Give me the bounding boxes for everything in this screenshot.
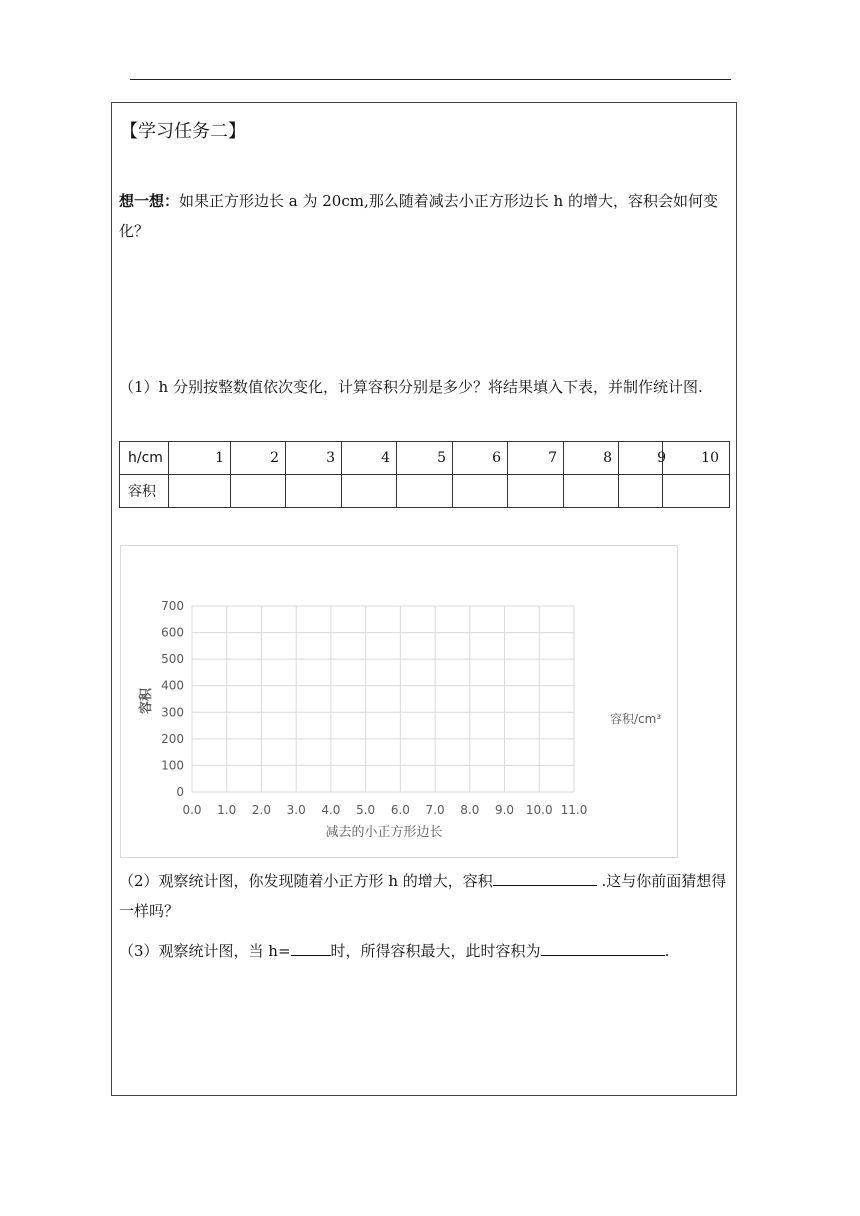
volume-input-cell[interactable] [169,475,231,508]
x-tick-label: 6.0 [390,803,410,817]
x-tick-label: 0.0 [182,803,202,817]
chart-legend: 容积/cm³ [610,712,662,726]
q2-answer-blank[interactable] [493,867,597,886]
think-paragraph [119,186,731,246]
x-tick-label: 4.0 [321,803,341,817]
q2-text-1: （2）观察统计图，你发现随着小正方形 h 的增大，容积 [119,872,493,890]
h-cell: 6 [453,442,508,475]
table-row [120,442,730,475]
h-cell: 10 [663,442,730,475]
volume-input-cell[interactable] [508,475,564,508]
table-row [120,475,730,508]
q3-volume-blank[interactable] [541,937,665,956]
volume-input-cell[interactable] [663,475,730,508]
row-label-h: h/cm [120,442,169,475]
x-tick-labels [182,803,587,817]
y-tick-label: 400 [161,678,184,693]
y-tick-labels [161,599,184,799]
y-tick-label: 200 [161,731,184,746]
q3-text-1: （3）观察统计图，当 h= [119,942,291,960]
q3-h-blank[interactable] [291,937,331,956]
think-label: 想一想： [119,192,180,210]
chart-grid [192,606,574,792]
x-tick-label: 8.0 [460,803,480,817]
question-1: （1）h 分别按整数值依次变化，计算容积分别是多少？将结果填入下表，并制作统计图. [119,378,703,396]
h-cell: 7 [508,442,564,475]
volume-input-cell[interactable] [286,475,342,508]
volume-input-cell[interactable] [619,475,663,508]
h-cell [619,442,666,475]
question-3 [119,936,731,966]
x-tick-label: 5.0 [356,803,376,817]
volume-table [119,441,730,508]
h-cell: 3 [286,442,342,475]
row-label-volume: 容积 [120,475,169,508]
chart-container [120,545,678,858]
x-tick-label: 10.0 [525,803,553,817]
x-tick-label: 2.0 [251,803,272,817]
x-tick-label: 11.0 [560,803,588,817]
x-tick-label: 7.0 [425,803,445,817]
y-tick-label: 0 [176,785,184,799]
y-tick-label: 100 [161,758,184,773]
h-cell: 5 [397,442,453,475]
q3-text-3: . [664,942,670,960]
volume-input-cell[interactable] [342,475,397,508]
h-cell-text: 9 [657,450,666,466]
volume-chart [121,546,677,857]
x-tick-label: 3.0 [286,803,306,817]
h-cell: 2 [231,442,286,475]
q3-text-2: 时，所得容积最大，此时容积为 [330,942,541,960]
y-tick-label: 700 [161,599,184,613]
h-cell: 8 [564,442,619,475]
x-axis-label: 减去的小正方形边长 [325,825,443,840]
y-tick-label: 300 [161,705,184,720]
volume-input-cell[interactable] [397,475,453,508]
volume-input-cell[interactable] [231,475,286,508]
y-tick-label: 600 [161,625,184,640]
y-tick-label: 500 [161,652,184,667]
h-cell: 4 [342,442,397,475]
header-rule [130,79,731,80]
volume-input-cell[interactable] [564,475,619,508]
h-cell: 1 [169,442,231,475]
question-2 [119,866,731,926]
task-title: 【学习任务二】 [120,121,246,142]
volume-input-cell[interactable] [453,475,508,508]
think-text: 如果正方形边长 a 为 20cm,那么随着减去小正方形边长 h 的增大，容积会如何变化？ [119,192,718,240]
x-tick-label: 1.0 [217,803,237,817]
x-tick-label: 9.0 [494,803,515,817]
y-axis-label: 容积 [139,687,154,715]
q2-text-2: .这与你前面猜想得一样吗？ [119,872,727,920]
